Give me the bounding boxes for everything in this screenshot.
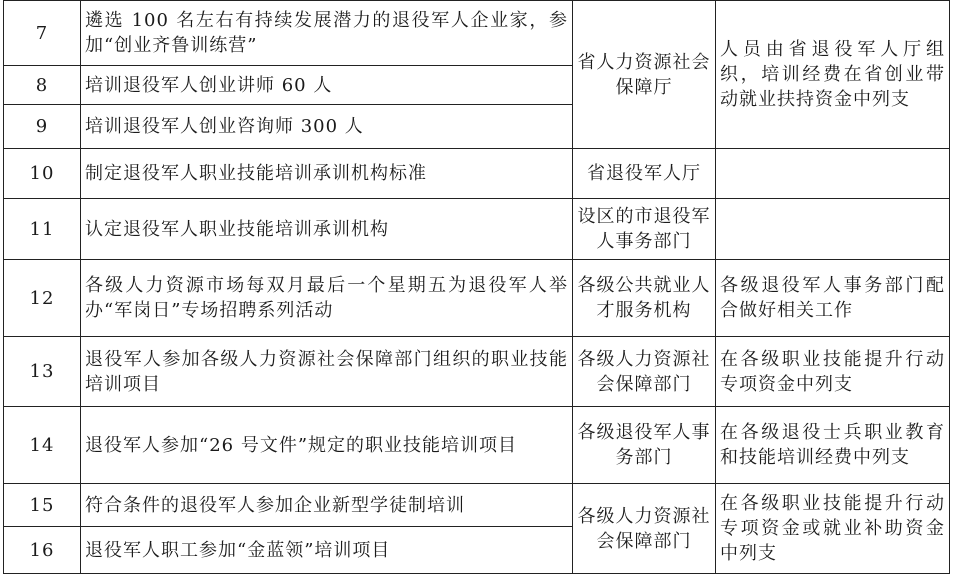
row-note [716,149,950,199]
responsible-dept: 省退役军人厅 [573,149,716,199]
row-note: 在各级职业技能提升行动专项资金或就业补助资金中列支 [716,484,950,574]
row-note: 在各级职业技能提升行动专项资金中列支 [716,337,950,407]
responsible-dept: 各级退役军人事务部门 [573,407,716,484]
table-row [4,199,950,260]
table-row [4,149,950,199]
table-row [4,484,950,527]
row-number: 11 [4,199,81,260]
table-row [4,1,950,66]
row-note: 各级退役军人事务部门配合做好相关工作 [716,260,950,337]
row-note: 人员由省退役军人厅组织，培训经费在省创业带动就业扶持资金中列支 [716,1,950,149]
row-number: 12 [4,260,81,337]
table-row [4,260,950,337]
row-number: 15 [4,484,81,527]
responsible-dept: 设区的市退役军人事务部门 [573,199,716,260]
row-item: 符合条件的退役军人参加企业新型学徒制培训 [81,484,573,527]
row-item: 认定退役军人职业技能培训承训机构 [81,199,573,260]
row-item: 培训退役军人创业咨询师 300 人 [81,105,573,149]
policy-table [3,0,950,574]
responsible-dept: 各级人力资源社会保障部门 [573,484,716,574]
row-number: 10 [4,149,81,199]
row-note [716,199,950,260]
row-item: 制定退役军人职业技能培训承训机构标准 [81,149,573,199]
row-item: 各级人力资源市场每双月最后一个星期五为退役军人举办“军岗日”专场招聘系列活动 [81,260,573,337]
row-number: 16 [4,527,81,574]
row-item: 遴选 100 名左右有持续发展潜力的退役军人企业家，参加“创业齐鲁训练营” [81,1,573,66]
row-number: 7 [4,1,81,66]
table-row [4,337,950,407]
responsible-dept: 各级公共就业人才服务机构 [573,260,716,337]
row-item: 退役军人参加各级人力资源社会保障部门组织的职业技能培训项目 [81,337,573,407]
row-number: 13 [4,337,81,407]
row-item: 退役军人参加“26 号文件”规定的职业技能培训项目 [81,407,573,484]
row-number: 14 [4,407,81,484]
row-item: 退役军人职工参加“金蓝领”培训项目 [81,527,573,574]
responsible-dept: 各级人力资源社会保障部门 [573,337,716,407]
row-note: 在各级退役士兵职业教育和技能培训经费中列支 [716,407,950,484]
table-row [4,407,950,484]
row-item: 培训退役军人创业讲师 60 人 [81,66,573,105]
row-number: 8 [4,66,81,105]
row-number: 9 [4,105,81,149]
responsible-dept: 省人力资源社会保障厅 [573,1,716,149]
